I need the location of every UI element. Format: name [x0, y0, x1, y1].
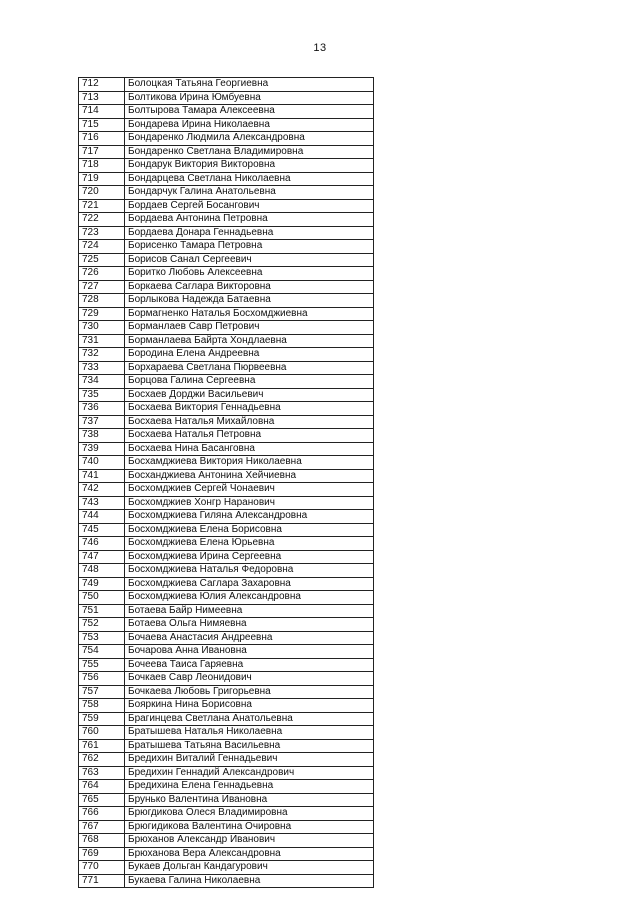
row-number: 712 — [79, 78, 125, 92]
person-name: Босхаева Наталья Петровна — [125, 429, 374, 443]
row-number: 758 — [79, 699, 125, 713]
table-row — [79, 132, 374, 146]
table-row — [79, 199, 374, 213]
row-number: 735 — [79, 388, 125, 402]
table-row — [79, 321, 374, 335]
table-row — [79, 726, 374, 740]
table-row — [79, 496, 374, 510]
row-number: 747 — [79, 550, 125, 564]
table-row — [79, 753, 374, 767]
person-name: Босхаева Наталья Михайловна — [125, 415, 374, 429]
table-row — [79, 739, 374, 753]
table-row — [79, 591, 374, 605]
row-number: 749 — [79, 577, 125, 591]
row-number: 723 — [79, 226, 125, 240]
person-name: Босхомджиева Саглара Захаровна — [125, 577, 374, 591]
row-number: 731 — [79, 334, 125, 348]
table-row — [79, 604, 374, 618]
table-row — [79, 712, 374, 726]
row-number: 754 — [79, 645, 125, 659]
row-number: 721 — [79, 199, 125, 213]
row-number: 761 — [79, 739, 125, 753]
table-row — [79, 807, 374, 821]
row-number: 744 — [79, 510, 125, 524]
person-name: Букаева Галина Николаевна — [125, 874, 374, 888]
table-row — [79, 253, 374, 267]
row-number: 714 — [79, 105, 125, 119]
table-row — [79, 618, 374, 632]
table-row — [79, 456, 374, 470]
person-name: Бредихин Геннадий Александрович — [125, 766, 374, 780]
table-row — [79, 793, 374, 807]
person-name: Бормагненко Наталья Босхомджиевна — [125, 307, 374, 321]
person-name: Босхомджиева Ирина Сергеевна — [125, 550, 374, 564]
row-number: 719 — [79, 172, 125, 186]
person-name: Болтырова Тамара Алексеевна — [125, 105, 374, 119]
row-number: 732 — [79, 348, 125, 362]
row-number: 746 — [79, 537, 125, 551]
table-row — [79, 861, 374, 875]
person-name: Борлыкова Надежда Батаевна — [125, 294, 374, 308]
row-number: 759 — [79, 712, 125, 726]
person-name: Борцова Галина Сергеевна — [125, 375, 374, 389]
row-number: 722 — [79, 213, 125, 227]
person-name: Бредихин Виталий Геннадьевич — [125, 753, 374, 767]
row-number: 740 — [79, 456, 125, 470]
row-number: 718 — [79, 159, 125, 173]
person-name: Бондарук Виктория Викторовна — [125, 159, 374, 173]
person-name: Босхомджиева Елена Юрьевна — [125, 537, 374, 551]
person-name: Бондарцева Светлана Николаевна — [125, 172, 374, 186]
row-number: 728 — [79, 294, 125, 308]
person-name: Бородина Елена Андреевна — [125, 348, 374, 362]
row-number: 739 — [79, 442, 125, 456]
row-number: 765 — [79, 793, 125, 807]
row-number: 769 — [79, 847, 125, 861]
person-name: Бочеева Таиса Гаряевна — [125, 658, 374, 672]
row-number: 717 — [79, 145, 125, 159]
table-row — [79, 375, 374, 389]
person-name: Бочкаев Савр Леонидович — [125, 672, 374, 686]
person-name: Борисов Санал Сергеевич — [125, 253, 374, 267]
row-number: 755 — [79, 658, 125, 672]
person-name: Босхомджиева Елена Борисовна — [125, 523, 374, 537]
row-number: 751 — [79, 604, 125, 618]
table-row — [79, 415, 374, 429]
row-number: 771 — [79, 874, 125, 888]
person-name: Болоцкая Татьяна Георгиевна — [125, 78, 374, 92]
row-number: 757 — [79, 685, 125, 699]
person-name: Босхомджиева Гиляна Александровна — [125, 510, 374, 524]
person-name: Бордаева Антонина Петровна — [125, 213, 374, 227]
person-name: Ботаева Ольга Нимяевна — [125, 618, 374, 632]
table-row — [79, 847, 374, 861]
table-row — [79, 550, 374, 564]
person-name: Букаев Дольган Кандагурович — [125, 861, 374, 875]
table-row — [79, 78, 374, 92]
person-name: Ботаева Байр Нимеевна — [125, 604, 374, 618]
table-row — [79, 631, 374, 645]
table-row — [79, 105, 374, 119]
table-row — [79, 699, 374, 713]
row-number: 724 — [79, 240, 125, 254]
table-row — [79, 645, 374, 659]
table-row — [79, 429, 374, 443]
row-number: 726 — [79, 267, 125, 281]
table-row — [79, 361, 374, 375]
table-row — [79, 240, 374, 254]
person-name: Брунько Валентина Ивановна — [125, 793, 374, 807]
page-number: 13 — [313, 42, 327, 54]
table-row — [79, 766, 374, 780]
row-number: 770 — [79, 861, 125, 875]
table-row — [79, 685, 374, 699]
person-name: Бояркина Нина Борисовна — [125, 699, 374, 713]
row-number: 742 — [79, 483, 125, 497]
row-number: 745 — [79, 523, 125, 537]
roster-body — [79, 78, 374, 888]
person-name: Брюханов Александр Иванович — [125, 834, 374, 848]
table-row — [79, 577, 374, 591]
person-name: Босхомджиев Сергей Чонаевич — [125, 483, 374, 497]
table-row — [79, 280, 374, 294]
table-row — [79, 294, 374, 308]
row-number: 752 — [79, 618, 125, 632]
person-name: Бордаев Сергей Босангович — [125, 199, 374, 213]
person-name: Боритко Любовь Алексеевна — [125, 267, 374, 281]
table-row — [79, 874, 374, 888]
person-name: Бочкаева Любовь Григорьевна — [125, 685, 374, 699]
row-number: 713 — [79, 91, 125, 105]
person-name: Братышева Татьяна Васильевна — [125, 739, 374, 753]
person-name: Брюгидикова Валентина Очировна — [125, 820, 374, 834]
row-number: 743 — [79, 496, 125, 510]
table-row — [79, 442, 374, 456]
person-name: Босхаев Дорджи Васильевич — [125, 388, 374, 402]
person-name: Босхомджиев Хонгр Наранович — [125, 496, 374, 510]
row-number: 764 — [79, 780, 125, 794]
table-row — [79, 483, 374, 497]
row-number: 750 — [79, 591, 125, 605]
person-name: Босхамджиева Виктория Николаевна — [125, 456, 374, 470]
person-name: Бордаева Донара Геннадьевна — [125, 226, 374, 240]
person-name: Борисенко Тамара Петровна — [125, 240, 374, 254]
row-number: 748 — [79, 564, 125, 578]
person-name: Брюгдикова Олеся Владимировна — [125, 807, 374, 821]
table-row — [79, 388, 374, 402]
table-row — [79, 186, 374, 200]
table-row — [79, 402, 374, 416]
person-name: Босхомджиева Юлия Александровна — [125, 591, 374, 605]
row-number: 720 — [79, 186, 125, 200]
table-row — [79, 523, 374, 537]
table-row — [79, 780, 374, 794]
roster-table — [78, 77, 374, 888]
person-name: Босханджиева Антонина Хейчиевна — [125, 469, 374, 483]
person-name: Борманлаев Савр Петрович — [125, 321, 374, 335]
table-row — [79, 469, 374, 483]
person-name: Босхомджиева Наталья Федоровна — [125, 564, 374, 578]
row-number: 768 — [79, 834, 125, 848]
table-row — [79, 334, 374, 348]
row-number: 762 — [79, 753, 125, 767]
table-row — [79, 118, 374, 132]
table-row — [79, 510, 374, 524]
table-row — [79, 226, 374, 240]
person-name: Болтикова Ирина Юмбуевна — [125, 91, 374, 105]
row-number: 736 — [79, 402, 125, 416]
table-row — [79, 213, 374, 227]
row-number: 715 — [79, 118, 125, 132]
row-number: 766 — [79, 807, 125, 821]
row-number: 738 — [79, 429, 125, 443]
person-name: Босхаева Виктория Геннадьевна — [125, 402, 374, 416]
person-name: Боркаева Саглара Викторовна — [125, 280, 374, 294]
person-name: Братышева Наталья Николаевна — [125, 726, 374, 740]
person-name: Босхаева Нина Басанговна — [125, 442, 374, 456]
table-row — [79, 348, 374, 362]
row-number: 725 — [79, 253, 125, 267]
row-number: 727 — [79, 280, 125, 294]
table-row — [79, 658, 374, 672]
person-name: Бочаева Анастасия Андреевна — [125, 631, 374, 645]
person-name: Бондаренко Людмила Александровна — [125, 132, 374, 146]
person-name: Бондарева Ирина Николаевна — [125, 118, 374, 132]
row-number: 756 — [79, 672, 125, 686]
table-row — [79, 564, 374, 578]
table-row — [79, 537, 374, 551]
row-number: 733 — [79, 361, 125, 375]
person-name: Брюханова Вера Александровна — [125, 847, 374, 861]
row-number: 741 — [79, 469, 125, 483]
person-name: Брагинцева Светлана Анатольевна — [125, 712, 374, 726]
table-row — [79, 672, 374, 686]
row-number: 753 — [79, 631, 125, 645]
person-name: Борманлаева Байрта Хондлаевна — [125, 334, 374, 348]
table-row — [79, 145, 374, 159]
row-number: 734 — [79, 375, 125, 389]
table-row — [79, 159, 374, 173]
person-name: Бондарчук Галина Анатольевна — [125, 186, 374, 200]
row-number: 730 — [79, 321, 125, 335]
person-name: Бондаренко Светлана Владимировна — [125, 145, 374, 159]
person-name: Борхараева Светлана Пюрвеевна — [125, 361, 374, 375]
table-row — [79, 834, 374, 848]
row-number: 767 — [79, 820, 125, 834]
table-row — [79, 91, 374, 105]
row-number: 737 — [79, 415, 125, 429]
row-number: 716 — [79, 132, 125, 146]
row-number: 729 — [79, 307, 125, 321]
table-row — [79, 820, 374, 834]
table-row — [79, 267, 374, 281]
person-name: Бредихина Елена Геннадьевна — [125, 780, 374, 794]
row-number: 760 — [79, 726, 125, 740]
person-name: Бочарова Анна Ивановна — [125, 645, 374, 659]
table-row — [79, 172, 374, 186]
table-row — [79, 307, 374, 321]
row-number: 763 — [79, 766, 125, 780]
